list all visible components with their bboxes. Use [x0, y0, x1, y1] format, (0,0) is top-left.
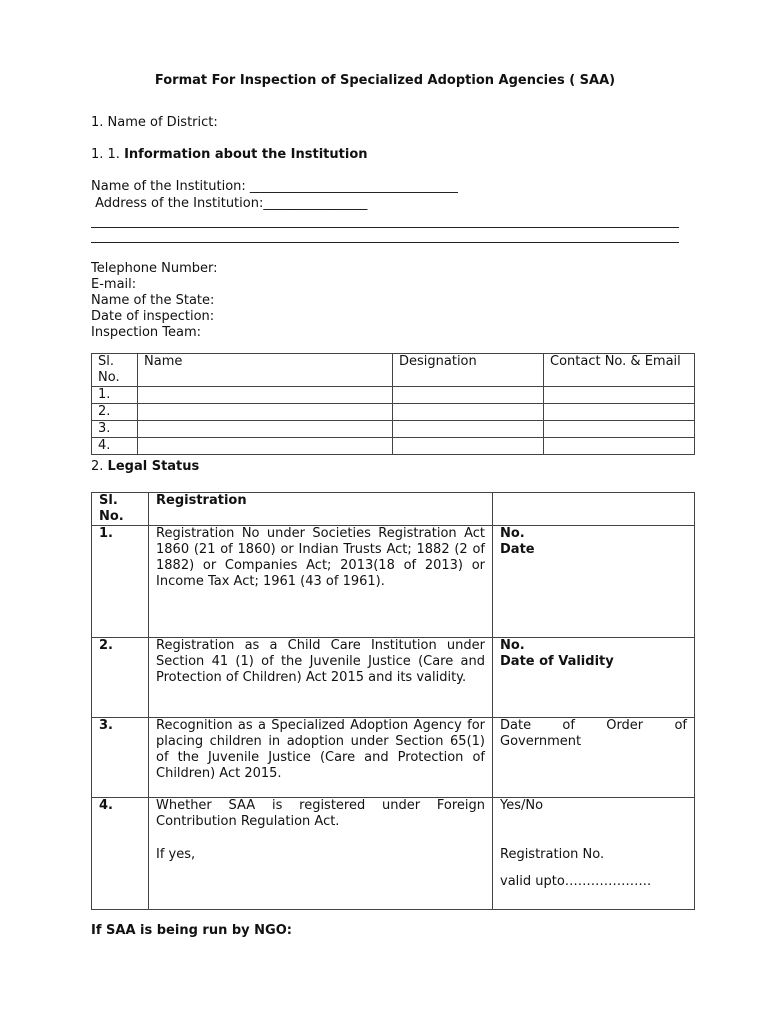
- registration-text: Registration No under Societies Registration Act 1860 (21 of 1860) or Indian Trusts Act; 1882 (2 of 1882) or Companies Act; 2013(18 of 2013) or Income Tax Act; 1961 (43 of 1961).: [149, 526, 493, 638]
- state-label: Name of the State:: [91, 293, 215, 308]
- registration-text: Whether SAA is registered under Foreign Contribution Regulation Act.: [156, 798, 485, 829]
- table-header-row: [92, 493, 695, 526]
- document-title: Format For Inspection of Specialized Adoption Agencies ( SAA): [154, 73, 616, 88]
- registration-text: Recognition as a Specialized Adoption Agency for placing children in adoption under Section 65(1) of the Juvenile Justice (Care and Protection of Children) Act 2015.: [149, 718, 493, 798]
- column-header-name: Name: [138, 354, 393, 387]
- name-cell[interactable]: [138, 421, 393, 438]
- order-date-label[interactable]: Date of Order of Government: [493, 718, 695, 798]
- contact-cell[interactable]: [544, 438, 695, 455]
- designation-cell[interactable]: [393, 421, 544, 438]
- empty-header-cell: [493, 493, 695, 526]
- address-blank-line-1: [91, 227, 679, 228]
- ngo-heading: If SAA is being run by NGO:: [91, 923, 292, 938]
- table-row: [92, 798, 695, 910]
- section-number: 2.: [91, 459, 108, 474]
- registration-details-cell[interactable]: [493, 638, 695, 718]
- table-row: [92, 421, 695, 438]
- registration-text-cell: [149, 798, 493, 910]
- inspection-team-table: [91, 353, 695, 455]
- table-row: [92, 387, 695, 404]
- table-row: [92, 404, 695, 421]
- column-header-sl-no: Sl. No.: [92, 354, 138, 387]
- institution-address-label: Address of the Institution:________________: [91, 196, 368, 211]
- contact-cell[interactable]: [544, 404, 695, 421]
- district-label: 1. Name of District:: [91, 115, 218, 130]
- column-header-designation: Designation: [393, 354, 544, 387]
- column-header-sl-no: Sl. No.: [92, 493, 149, 526]
- row-number: 4.: [92, 438, 138, 455]
- designation-cell[interactable]: [393, 438, 544, 455]
- inspection-team-label: Inspection Team:: [91, 325, 202, 340]
- designation-cell[interactable]: [393, 387, 544, 404]
- legal-status-heading: [91, 459, 199, 475]
- if-yes-label: If yes,: [156, 847, 196, 862]
- row-number: 3.: [92, 421, 138, 438]
- telephone-label: Telephone Number:: [91, 261, 218, 276]
- contact-cell[interactable]: [544, 387, 695, 404]
- registration-text: Registration as a Child Care Institution under Section 41 (1) of the Juvenile Justice (Care and Protection of Children) Act 2015 and its validity.: [149, 638, 493, 718]
- inspection-date-label: Date of inspection:: [91, 309, 215, 324]
- name-cell[interactable]: [138, 387, 393, 404]
- column-header-registration: Registration: [149, 493, 493, 526]
- table-row: [92, 638, 695, 718]
- yes-no-label: Yes/No: [500, 798, 544, 813]
- designation-cell[interactable]: [393, 404, 544, 421]
- row-number: 4.: [92, 798, 149, 910]
- row-number: 1.: [92, 387, 138, 404]
- row-number: 2.: [92, 404, 138, 421]
- section-number: 1. 1.: [91, 147, 125, 162]
- valid-upto-label: valid upto………………..: [500, 874, 652, 889]
- table-row: [92, 526, 695, 638]
- table-header-row: [92, 354, 695, 387]
- row-number: 3.: [92, 718, 149, 798]
- date-label: Date: [500, 542, 535, 557]
- section-heading: Legal Status: [107, 459, 200, 474]
- registration-details-cell[interactable]: [493, 526, 695, 638]
- section-heading: Information about the Institution: [124, 147, 368, 162]
- number-label: No.: [500, 638, 525, 653]
- table-row: [92, 718, 695, 798]
- row-number: 1.: [92, 526, 149, 638]
- column-header-contact: Contact No. & Email: [544, 354, 695, 387]
- institution-info-heading: [91, 147, 368, 163]
- number-label: No.: [500, 526, 525, 541]
- name-cell[interactable]: [138, 438, 393, 455]
- contact-cell[interactable]: [544, 421, 695, 438]
- name-cell[interactable]: [138, 404, 393, 421]
- legal-status-table: [91, 492, 695, 910]
- address-blank-line-2: [91, 242, 679, 243]
- row-number: 2.: [92, 638, 149, 718]
- fcra-details-cell[interactable]: [493, 798, 695, 910]
- registration-no-label: Registration No.: [500, 847, 605, 862]
- validity-date-label: Date of Validity: [500, 654, 614, 669]
- email-label: E-mail:: [91, 277, 137, 292]
- table-row: [92, 438, 695, 455]
- institution-name-label: Name of the Institution: ________________________________: [91, 179, 458, 194]
